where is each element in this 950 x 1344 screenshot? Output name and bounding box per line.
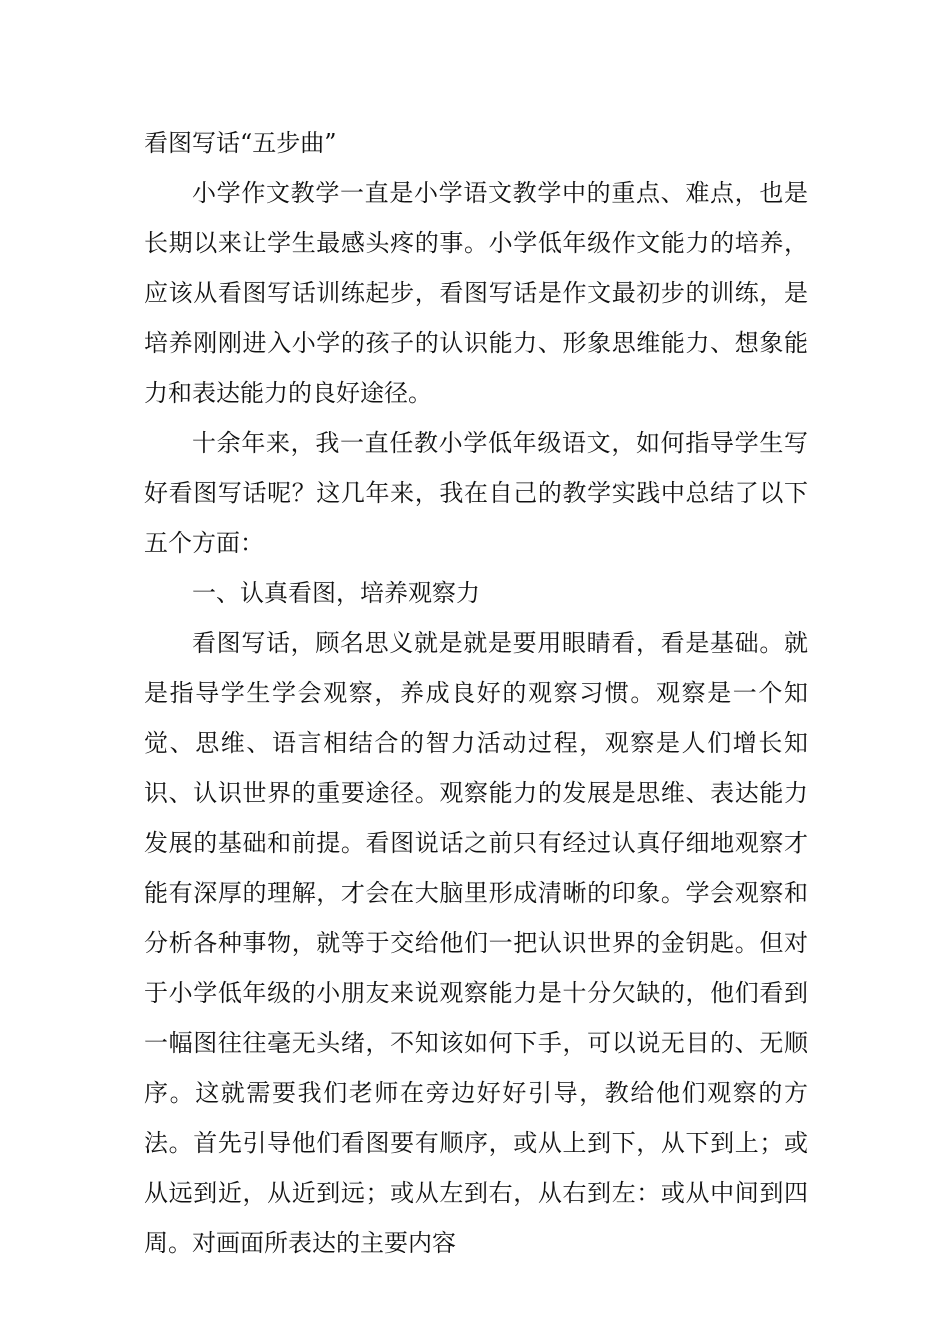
section-heading-1: 一、认真看图，培养观察力	[192, 579, 480, 607]
paragraph-observation: 看图写话，顾名思义就是就是要用眼睛看，看是基础。就是指导学生学会观察，养成良好的观察习惯。观察是一个知觉、思维、语言相结合的智力活动过程，观察是人们增长知识、认识世界的重要途径。观察能力的发展是思维、表达能力发展的基础和前提。看图说话之前只有经过认真仔细地观察才能有深厚的理解，才会在大脑里形成清晰的印象。学会观察和分析各种事物，就等于交给他们一把认识世界的金钥匙。但对于小学低年级的小朋友来说观察能力是十分欠缺的，他们看到一幅图往往毫无头绪，不知该如何下手，可以说无目的、无顺序。这就需要我们老师在旁边好好引导，教给他们观察的方法。首先引导他们看图要有顺序，或从上到下，从下到上；或从远到近，从近到远；或从左到右，从右到左：或从中间到四周。对画面所表达的主要内容	[144, 629, 808, 1257]
document-title: 看图写话“五步曲”	[144, 129, 337, 157]
paragraph-overview: 十余年来，我一直任教小学低年级语文，如何指导学生写好看图写话呢？这几年来，我在自己的教学实践中总结了以下五个方面：	[144, 429, 808, 557]
document-body	[144, 118, 808, 1268]
paragraph-intro: 小学作文教学一直是小学语文教学中的重点、难点，也是长期以来让学生最感头疼的事。小学低年级作文能力的培养，应该从看图写话训练起步，看图写话是作文最初步的训练，是培养刚刚进入小学的孩子的认识能力、形象思维能力、想象能力和表达能力的良好途径。	[144, 179, 808, 407]
